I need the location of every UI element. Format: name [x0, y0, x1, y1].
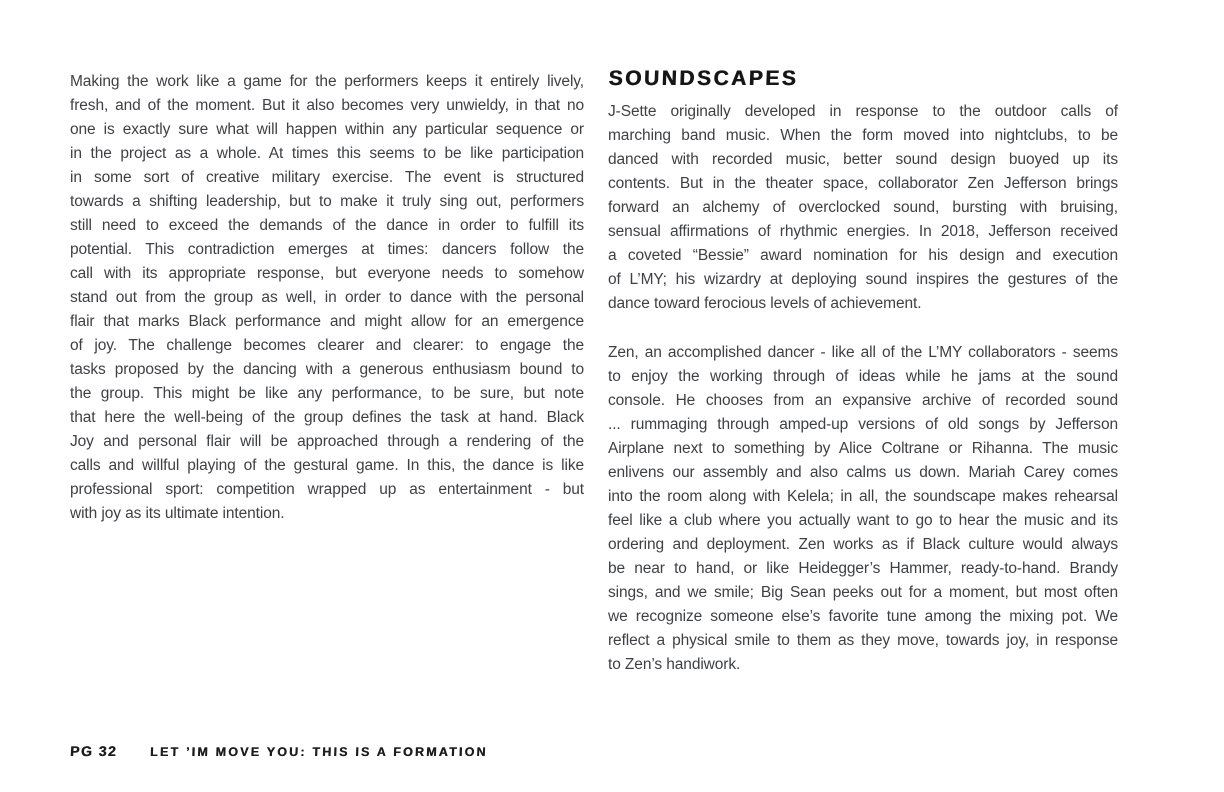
- text-line: be near to hand, or like Heidegger’s Hammer, ready-to-hand. Brandy: [608, 560, 1118, 577]
- text-line: a coveted “Bessie” award nomination for his design and execution: [608, 247, 1118, 264]
- text-line: dance toward ferocious levels of achievement.: [608, 295, 922, 312]
- text-line: tasks proposed by the dancing with a generous enthusiasm bound to: [70, 361, 584, 378]
- text-line: ordering and deployment. Zen works as if Black culture would always: [608, 536, 1118, 553]
- text-line: of joy. The challenge becomes clearer and clearer: to engage the: [70, 337, 584, 354]
- text-line: Making the work like a game for the performers keeps it entirely lively,: [70, 73, 584, 90]
- text-line: potential. This contradiction emerges at times: dancers follow the: [70, 241, 584, 258]
- text-line: reflect a physical smile to them as they move, towards joy, in response: [608, 632, 1118, 649]
- text-line: in the project as a whole. At times this seems to be like participation: [70, 145, 584, 162]
- page-footer: [70, 743, 488, 759]
- text-line: that here the well-being of the group defines the task at hand. Black: [70, 409, 584, 426]
- text-line: towards a shifting leadership, but to make it truly sing out, performers: [70, 193, 584, 210]
- text-line: the group. This might be like any performance, to be sure, but note: [70, 385, 584, 402]
- text-line: with joy as its ultimate intention.: [70, 505, 285, 522]
- left-text-column: [70, 70, 584, 526]
- text-line: calls and willful playing of the gestural game. In this, the dance is like: [70, 457, 584, 474]
- section-heading: SOUNDSCAPES: [608, 67, 799, 90]
- text-line: call with its appropriate response, but everyone needs to somehow: [70, 265, 584, 282]
- page-number: PG 32: [69, 743, 118, 759]
- text-line: still need to exceed the demands of the dance in order to fulfill its: [70, 217, 584, 234]
- text-line: Airplane next to something by Alice Coltrane or Rihanna. The music: [608, 440, 1118, 457]
- text-line: to enjoy the working through of ideas while he jams at the sound: [608, 368, 1118, 385]
- text-line: Joy and personal flair will be approached through a rendering of the: [70, 433, 584, 450]
- book-title: LET ’IM MOVE YOU: THIS IS A FORMATION: [149, 745, 489, 759]
- text-line: professional sport: competition wrapped up as entertainment - but: [70, 481, 584, 498]
- text-line: J-Sette originally developed in response to the outdoor calls of: [608, 103, 1118, 120]
- text-line: of L’MY; his wizardry at deploying sound inspires the gestures of the: [608, 271, 1118, 288]
- text-line: contents. But in the theater space, collaborator Zen Jefferson brings: [608, 175, 1118, 192]
- text-line: fresh, and of the moment. But it also becomes very unwieldy, in that no: [70, 97, 584, 114]
- body-paragraph: [70, 70, 584, 526]
- text-line: Zen, an accomplished dancer - like all of the L’MY collaborators - seems: [608, 344, 1118, 361]
- text-line: sings, and we smile; Big Sean peeks out for a moment, but most often: [608, 584, 1118, 601]
- text-line: into the room along with Kelela; in all, the soundscape makes rehearsal: [608, 488, 1118, 505]
- text-line: ... rummaging through amped-up versions of old songs by Jefferson: [608, 416, 1118, 433]
- text-line: danced with recorded music, better sound design buoyed up its: [608, 151, 1118, 168]
- right-text-column: [608, 66, 1118, 677]
- body-paragraph: [608, 100, 1118, 316]
- text-line: marching band music. When the form moved into nightclubs, to be: [608, 127, 1118, 144]
- text-line: in some sort of creative military exercise. The event is structured: [70, 169, 584, 186]
- text-line: console. He chooses from an expansive archive of recorded sound: [608, 392, 1118, 409]
- text-line: sensual affirmations of rhythmic energies. In 2018, Jefferson received: [608, 223, 1118, 240]
- body-paragraph: [608, 341, 1118, 677]
- text-line: one is exactly sure what will happen within any particular sequence or: [70, 121, 584, 138]
- text-line: we recognize someone else’s favorite tune among the mixing pot. We: [608, 608, 1118, 625]
- text-line: enlivens our assembly and also calms us down. Mariah Carey comes: [608, 464, 1118, 481]
- text-line: to Zen’s handiwork.: [608, 656, 741, 673]
- text-line: flair that marks Black performance and might allow for an emergence: [70, 313, 584, 330]
- text-line: stand out from the group as well, in order to dance with the personal: [70, 289, 584, 306]
- text-line: forward an alchemy of overclocked sound, bursting with bruising,: [608, 199, 1118, 216]
- text-line: feel like a club where you actually want to go to hear the music and its: [608, 512, 1118, 529]
